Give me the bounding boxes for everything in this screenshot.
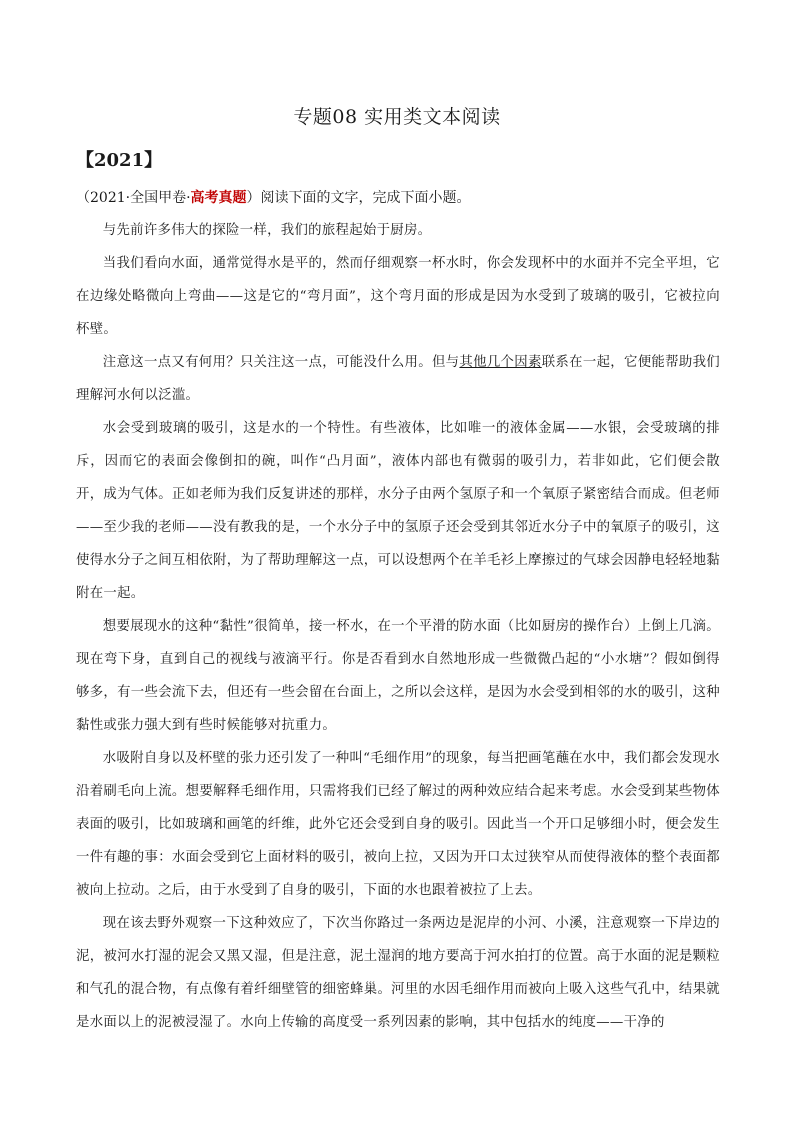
paragraph-3-start: 注意这一点又有何用？只关注这一点，可能没什么用。但与 bbox=[102, 355, 460, 370]
article-body bbox=[76, 214, 720, 1039]
paragraph-3 bbox=[76, 346, 720, 412]
paragraph-7: 现在该去野外观察一下这种效应了，下次当你路过一条两边是泥岸的小河、小溪，注意观察一下岸边的泥，被河水打湿的泥会又黑又湿，但是注意，泥土湿润的地方要高于河水拍打的位置。高于水面的泥是颗粒和气孔的混合物，有点像有着纤细壁管的细密蜂巢。河里的水因毛细作用而被向上吸入这些气孔中，结果就是水面以上的泥被浸湿了。水向上传输的高度受一系列因素的影响，其中包括水的纯度——干净的 bbox=[76, 916, 720, 1030]
question-intro bbox=[76, 187, 726, 207]
paragraph-2: 当我们看向水面，通常觉得水是平的，然而仔细观察一杯水时，你会发现杯中的水面并不完全平坦，它在边缘处略微向上弯曲——这是它的“弯月面”，这个弯月面的形成是因为水受到了玻璃的吸引，它被拉向杯壁。 bbox=[76, 256, 720, 337]
year-heading: 【2021】 bbox=[76, 150, 163, 171]
paragraph-5: 想要展现水的这种“黏性”很简单，接一杯水，在一个平滑的防水面（比如厨房的操作台）上倒上几滴。现在弯下身，直到自己的视线与液滴平行。你是否看到水自然地形成一些微微凸起的“小水塘”？假如倒得够多，有一些会流下去，但还有一些会留在台面上，之所以会这样，是因为水会受到相邻的水的吸引，这种黏性或张力强大到有些时候能够对抗重力。 bbox=[76, 619, 720, 733]
paragraph-6: 水吸附自身以及杯壁的张力还引发了一种叫“毛细作用”的现象，每当把画笔蘸在水中，我们都会发现水沿着刷毛向上流。想要解释毛细作用，只需将我们已经了解过的两种效应结合起来考虑。水会受到某些物体表面的吸引，比如玻璃和画笔的纤维，此外它还会受到自身的吸引。因此当一个开口足够细小时，便会发生一件有趣的事：水面会受到它上面材料的吸引，被向上拉，又因为开口太过狭窄从而使得液体的整个表面都被向上拉动。之后，由于水受到了自身的吸引，下面的水也跟着被拉了上去。 bbox=[76, 751, 720, 898]
paragraph-3-end: 联系在一起，它便能帮助我们理解河水何以泛滥。 bbox=[76, 355, 720, 403]
paragraph-1: 与先前许多伟大的探险一样，我们的旅程起始于厨房。 bbox=[102, 223, 432, 238]
underlined-phrase: 其他几个因素 bbox=[459, 355, 542, 370]
intro-open: （2021·全国甲卷· bbox=[76, 190, 191, 206]
page-title: 专题08 实用类文本阅读 bbox=[293, 106, 501, 128]
paragraph-4: 水会受到玻璃的吸引，这是水的一个特性。有些液体，比如唯一的液体金属——水银，会受玻璃的排斥，因而它的表面会像倒扣的碗，叫作“凸月面”，液体内部也有微弱的吸引力，若非如此，它们便会散开，成为气体。正如老师为我们反复讲述的那样，水分子由两个氢原子和一个氧原子紧密结合而成。但老师——至少我的老师——没有教我的是，一个水分子中的氢原子还会受到其邻近水分子中的氧原子的吸引，这使得水分子之间互相依附，为了帮助理解这一点，可以设想两个在羊毛衫上摩擦过的气球会因静电轻轻地黏附在一起。 bbox=[76, 421, 720, 601]
intro-instruction: ）阅读下面的文字，完成下面小题。 bbox=[246, 190, 471, 206]
intro-source-tag: 高考真题 bbox=[190, 190, 247, 206]
